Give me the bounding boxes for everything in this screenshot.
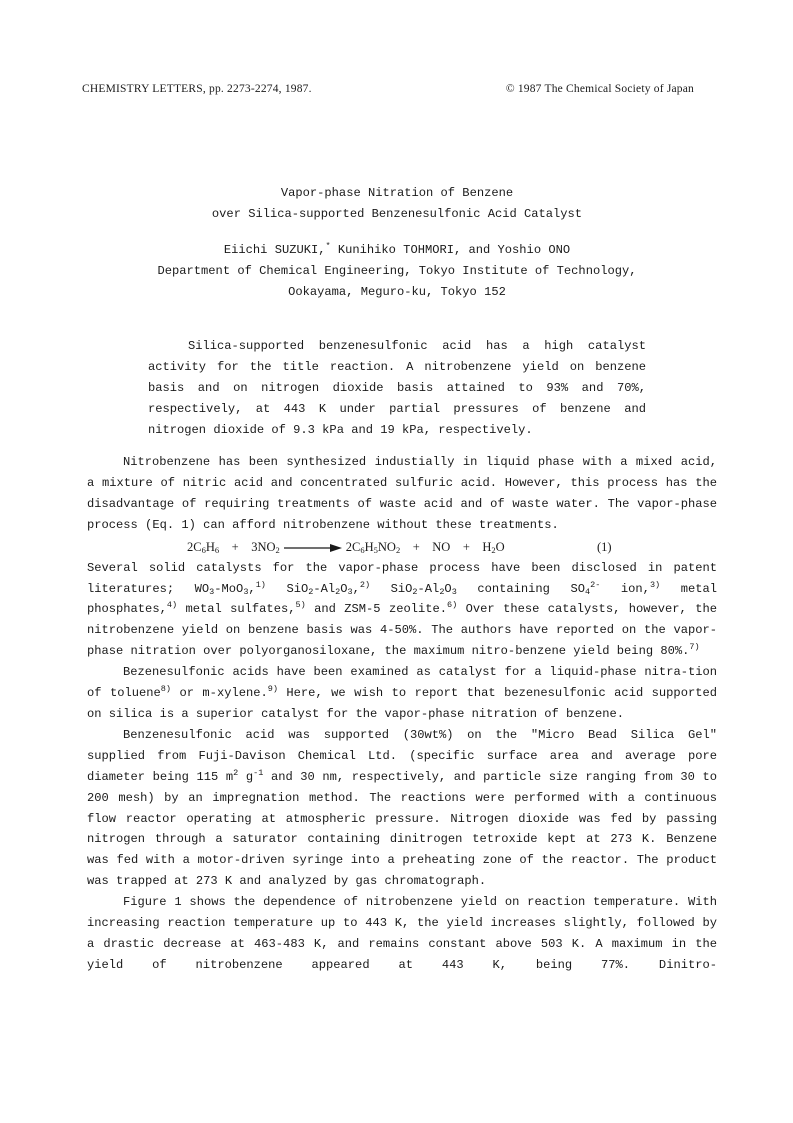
paragraph-5: Figure 1 shows the dependence of nitrobenzene yield on reaction temperature. With increasing reaction temperature up to 443 K, the yield increases slightly, followed by a drastic decrease at 463-483 K, and remains constant above 503 K. A maximum in the yield of nitrobenzene appeared at 443 K, being 77%. Dinitro-: [87, 895, 717, 972]
affiliation-line-1: Department of Chemical Engineering, Tokyo Institute of Technology,: [157, 264, 637, 278]
reference-marker: 8): [160, 684, 171, 695]
reference-marker: 4): [166, 600, 178, 611]
reference-marker: 3): [649, 579, 661, 590]
paragraph-3: Bezenesulfonic acids have been examined as catalyst for a liquid-phase nitra-tion of toluene$^{8)}$ or m-xylene.$^{9)}$ Here, we wish to report that bezenesulfonic acid supported on silica is a superior catalyst for the vapor-phase nitration of benzene.: [87, 665, 717, 721]
equation-number: (1): [597, 539, 612, 554]
paragraph-4: Benzenesulfonic acid was supported (30wt%) on the "Micro Bead Silica Gel" supplied from Fuji-Davison Chemical Ltd. (specific surface area and average pore diameter being 115 $m^2$ $g^{-1}$ and 30 nm, respectively, and particle size ranging from 30 to 200 mesh) by an impregnation method. The reactions were performed with a continuous flow reactor operating at atmospheric pressure. Nitrogen dioxide was fed by passing nitrogen through a saturator containing dinitrogen tetroxide kept at 273 K. Benzene was fed with a motor-driven syringe into a preheating zone of the reactor. The product was trapped at 273 K and analyzed by gas chromatograph.: [87, 727, 718, 889]
equation-1: [87, 536, 717, 558]
reference-marker: 6): [447, 600, 458, 611]
reference-marker: 5): [295, 600, 306, 611]
reaction-arrow-icon: [284, 543, 342, 553]
abstract: [148, 336, 646, 441]
title-line-2: over Silica-supported Benzenesulfonic Acid Catalyst: [211, 207, 583, 221]
author-block: [82, 240, 712, 303]
running-header: [82, 83, 694, 95]
copyright-notice: © 1987 The Chemical Society of Japan: [505, 83, 694, 95]
reference-marker: 9): [267, 684, 278, 695]
article-title: [82, 183, 712, 225]
equation-content: $2C_6H_6$ + $3NO_2$ $2C_6H_5NO_2$ + NO + $H_2O$: [187, 539, 505, 555]
paragraph-1: Nitrobenzene has been synthesized industially in liquid phase with a mixed acid, a mixture of nitric acid and concentrated sulfuric acid. However, this process has the disadvantage of requiring treatments of waste acid and of waste water. The vapor-phase process (Eq. 1) can afford nitrobenzene without these treatments.: [87, 455, 717, 532]
reference-marker: 1): [255, 579, 266, 590]
author-names: Eiichi SUZUKI,* Kunihiko TOHMORI, and Yoshio ONO: [223, 241, 571, 257]
reference-marker: 7): [689, 642, 700, 653]
body-text: [87, 452, 717, 976]
journal-citation: CHEMISTRY LETTERS, pp. 2273-2274, 1987.: [82, 83, 312, 95]
abstract-text: Silica-supported benzenesulfonic acid has a high catalyst activity for the title reaction. A nitrobenzene yield on benzene basis and on nitrogen dioxide basis attained to 93% and 70%, respectively, at 443 K under partial pressures of benzene and nitrogen dioxide of 9.3 kPa and 19 kPa, respectively.: [148, 339, 646, 437]
affiliation-line-2: Ookayama, Meguro-ku, Tokyo 152: [288, 285, 506, 299]
paragraph-2: Several solid catalysts for the vapor-phase process have been disclosed in patent literatures; $WO_3-MoO_3,^{1)}$ $SiO_2-Al_2O_3,^{2)}$ $SiO_2-Al_2O_3$ containing $SO_4^{2-}$ ion,$^{3)}$ metal phosphates,$^{4)}$ metal sulfates,$^{5)}$ and ZSM-5 zeolite.$^{6)}$ Over these catalysts, however, the nitrobenzene yield on benzene basis was 4-50%. The authors have reported on the vapor-phase nitration over polyorganosiloxane, the maximum nitro-benzene yield being 80%.$^{7)}$: [87, 560, 718, 659]
title-line-1: Vapor-phase Nitration of Benzene: [280, 186, 514, 200]
corresponding-author-mark: *: [325, 241, 331, 251]
reference-marker: 2): [359, 579, 371, 590]
